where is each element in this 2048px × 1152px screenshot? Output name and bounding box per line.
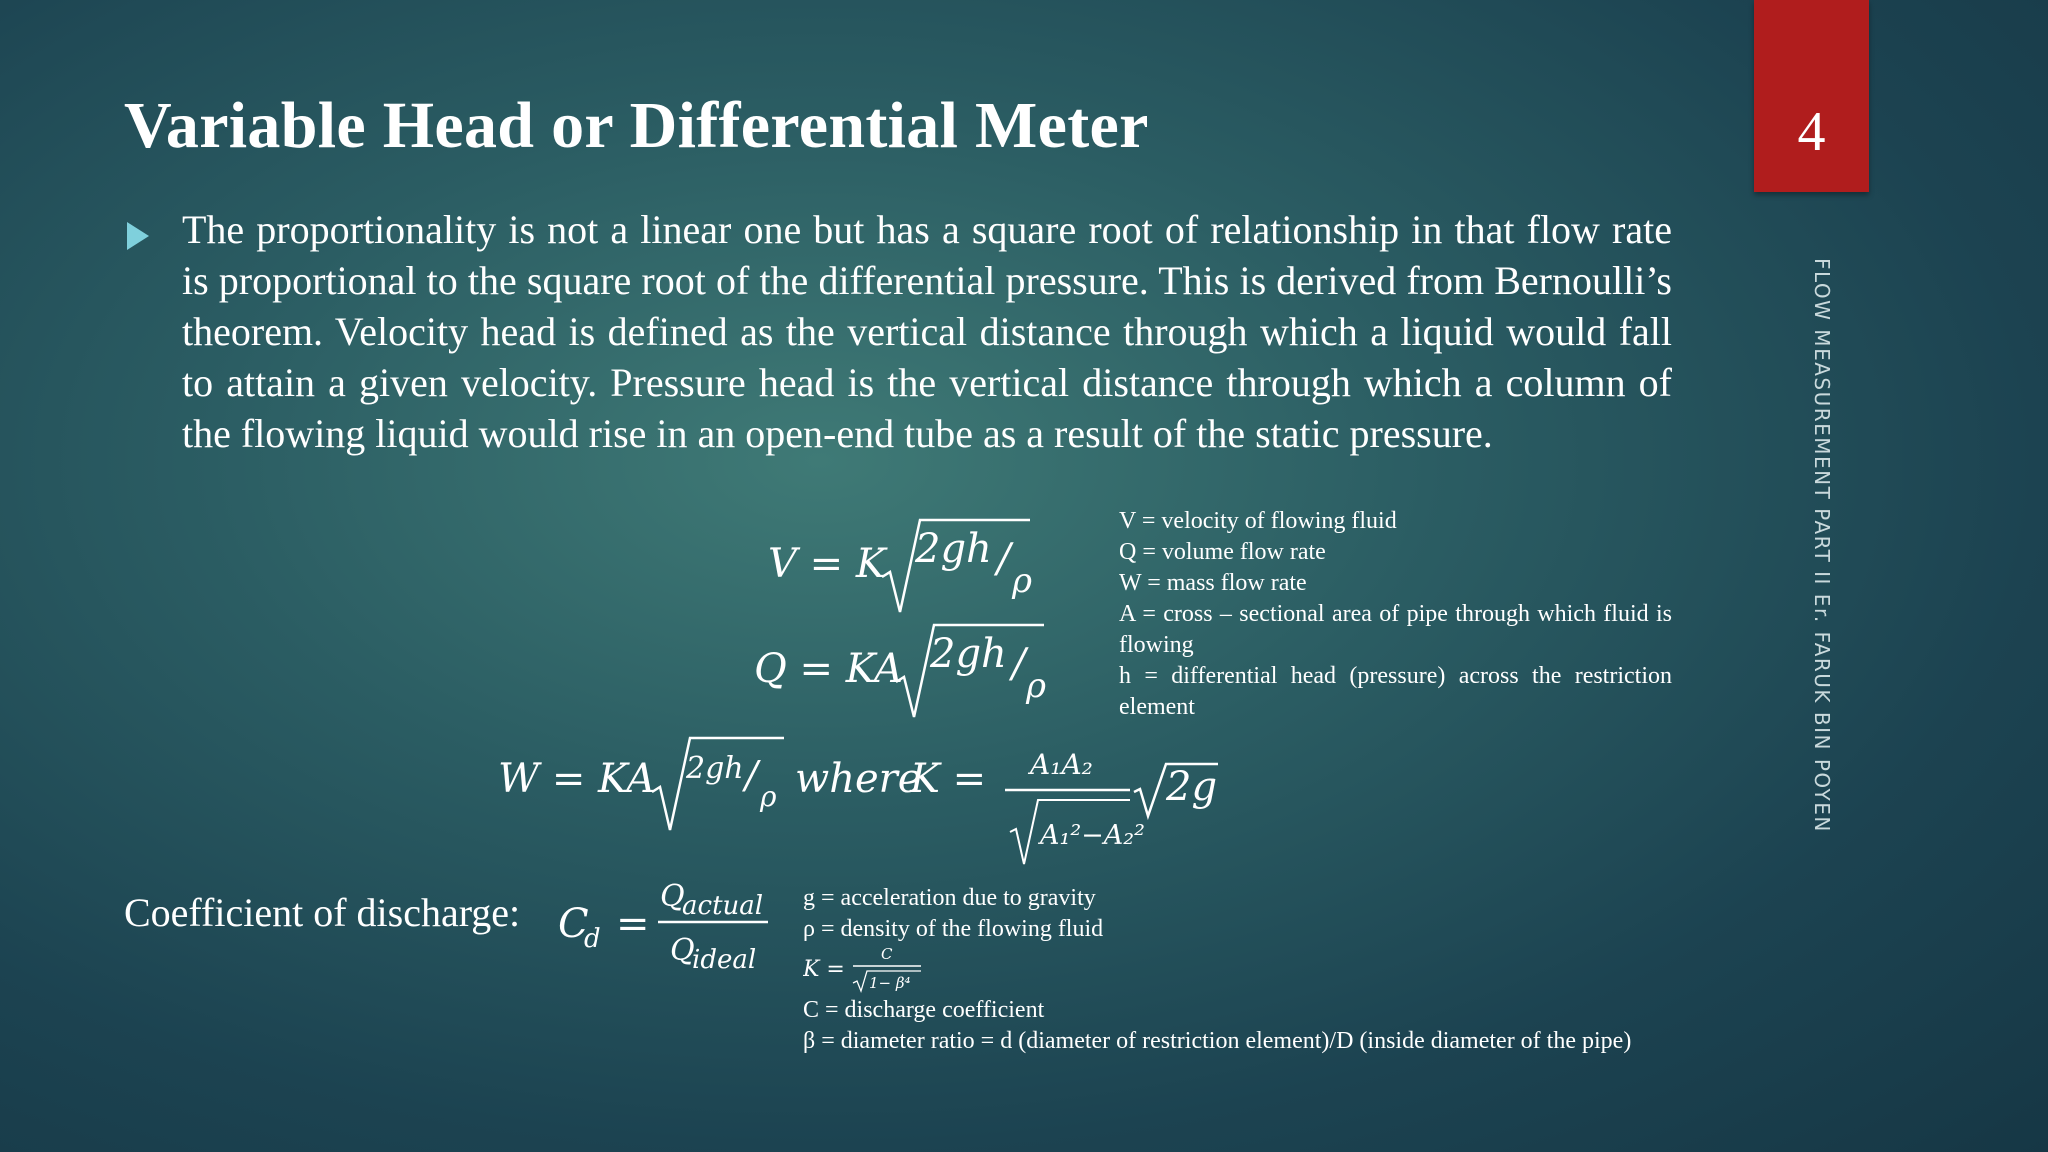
mass-flow-lhs: W = KA	[498, 756, 656, 802]
volume-flow-equation	[748, 617, 1068, 727]
svg-text:/: /	[1012, 641, 1026, 687]
k-small-num: C	[881, 945, 893, 963]
two-g: 2g	[1166, 764, 1218, 810]
mass-flow-sqrt-den: ρ	[760, 780, 777, 813]
where-text: where	[795, 756, 922, 802]
cd-equation	[552, 872, 782, 972]
def-rho: ρ = density of the flowing fluid	[803, 916, 1104, 942]
cd-numerator-sub: actual	[682, 891, 764, 921]
mass-flow-sqrt-num: 2gh	[686, 751, 744, 786]
page-number-tab	[1754, 0, 1869, 192]
definitions-top	[1119, 506, 1672, 723]
velocity-sqrt-den: ρ	[1012, 561, 1032, 601]
page-number: 4	[1797, 101, 1826, 163]
k-lhs: K =	[910, 756, 987, 802]
cd-denominator-sub: ideal	[692, 945, 757, 972]
def-k-small	[803, 945, 1703, 995]
cd-label: Coefficient of discharge:	[124, 890, 521, 935]
k-small-den: 1− β⁴	[869, 974, 911, 992]
k-denominator: A₁²−A₂²	[1040, 820, 1145, 851]
def-g: g = acceleration due to gravity	[803, 885, 1096, 911]
svg-text:/: /	[997, 536, 1011, 582]
svg-text:d: d	[584, 924, 601, 954]
def-c: C = discharge coefficient	[803, 997, 1045, 1023]
definitions-bottom	[803, 883, 1703, 1057]
side-footer-label: FLOW MEASUREMENT PART II Er. FARUK BIN POYEN	[1810, 258, 1834, 833]
k-numerator: A₁A₂	[1030, 748, 1093, 781]
svg-text:=: =	[616, 901, 650, 947]
svg-text:Q: Q	[660, 879, 685, 914]
svg-text:C: C	[558, 901, 589, 947]
def-w: W = mass flow rate	[1119, 570, 1307, 596]
bullet-arrow-icon	[127, 222, 149, 250]
def-q: Q = volume flow rate	[1119, 539, 1326, 565]
svg-text:/: /	[745, 753, 758, 797]
svg-text:Q: Q	[670, 933, 695, 968]
bullet-paragraph: The proportionality is not a linear one but has a square root of relationship in that flow rate is proportional to the square root of the differential pressure. This is derived from Bernoulli’s theorem. Velocity head is defined as the vertical distance through which a liquid would fall to attain a given velocity. Pressure head is the vertical distance through which a column of the flowing liquid would rise in an open-end tube as a result of the static pressure.	[182, 207, 1672, 456]
velocity-equation	[760, 512, 1060, 622]
slide-title: Variable Head or Differential Meter	[124, 89, 1149, 162]
def-h: h = differential head (pressure) across the restriction element	[1119, 663, 1672, 720]
velocity-lhs: V = K	[768, 541, 886, 587]
def-v: V = velocity of flowing fluid	[1119, 508, 1397, 534]
volume-flow-sqrt-num: 2gh	[930, 631, 1007, 677]
velocity-sqrt-num: 2gh	[915, 526, 992, 572]
volume-flow-lhs: Q = KA	[754, 646, 903, 692]
mass-flow-equation	[490, 732, 1250, 872]
k-small-lhs: K =	[803, 957, 845, 982]
volume-flow-sqrt-den: ρ	[1026, 666, 1046, 706]
def-beta: β = diameter ratio = d (diameter of restriction element)/D (inside diameter of the pipe)	[803, 1028, 1632, 1054]
def-a: A = cross – sectional area of pipe through which fluid is flowing	[1119, 601, 1672, 658]
